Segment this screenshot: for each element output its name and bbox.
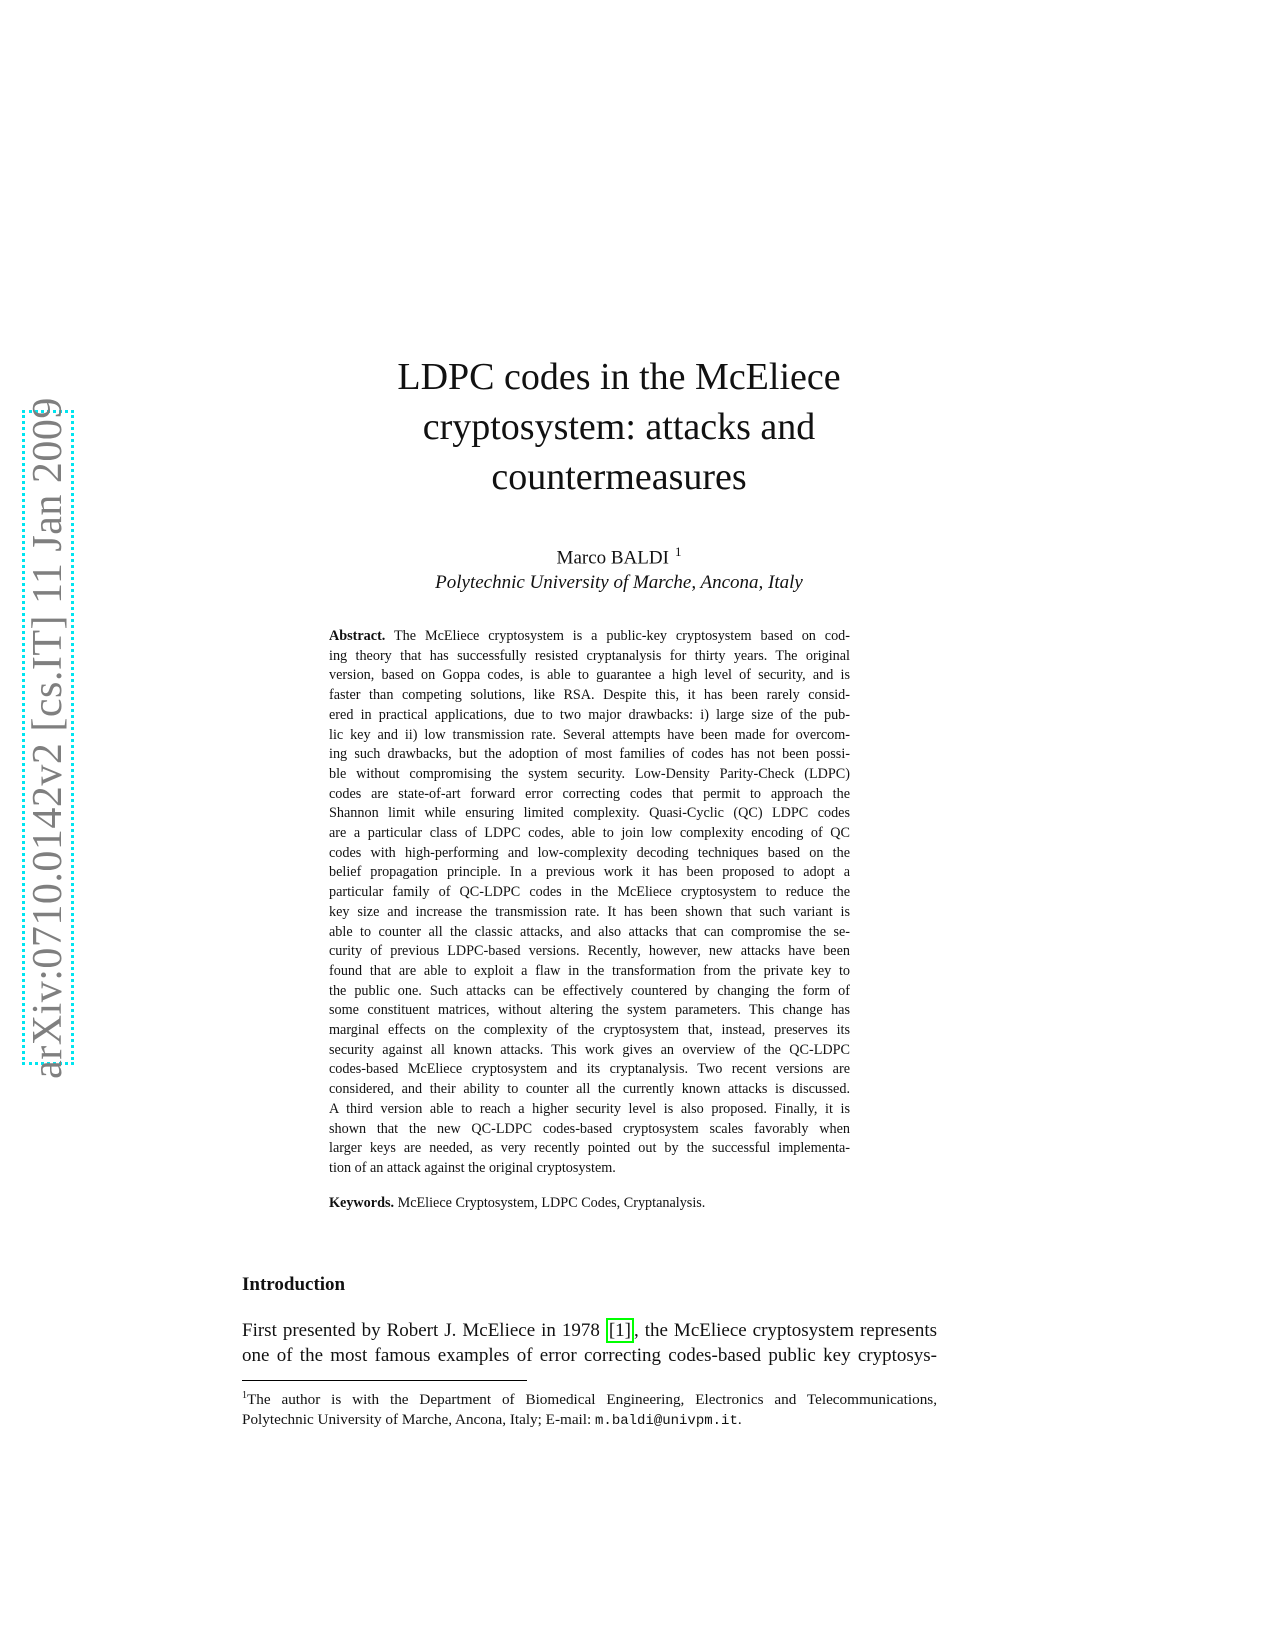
footnote-text: . xyxy=(737,1411,742,1429)
section-heading-introduction: Introduction xyxy=(242,1274,346,1295)
email-address[interactable]: m.baldi@univpm.it xyxy=(595,1413,738,1430)
abstract-line: version, based on Goppa codes, is able to guarantee a high level of security, and is xyxy=(329,667,850,684)
author-name: Marco BALDI xyxy=(556,547,669,569)
intro-text: First presented by Robert J. McEliece in 1978 xyxy=(242,1320,606,1341)
abstract-line: curity of previous LDPC-based versions. Recently, however, new attacks have been xyxy=(329,943,850,960)
arxiv-stamp xyxy=(22,396,74,1079)
abstract-line: the public one. Such attacks can be effectively countered by changing the form of xyxy=(329,982,850,999)
footnote-rule xyxy=(242,1380,527,1381)
abstract-line: Shannon limit while ensuring limited complexity. Quasi-Cyclic (QC) LDPC codes xyxy=(329,805,850,822)
abstract-line: shown that the new QC-LDPC codes-based cryptosystem scales favorably when xyxy=(329,1120,850,1137)
abstract xyxy=(329,627,850,1179)
abstract-line: security against all known attacks. This work gives an overview of the QC-LDPC xyxy=(329,1041,850,1058)
abstract-line: considered, and their ability to counter all the currently known attacks is discussed. xyxy=(329,1081,850,1098)
intro-text: , the McEliece cryptosystem represents xyxy=(634,1320,937,1341)
introduction-text xyxy=(242,1318,937,1368)
keywords-text: McEliece Cryptosystem, LDPC Codes, Cryptanalysis. xyxy=(397,1195,706,1211)
abstract-line: codes with high-performing and low-complexity decoding techniques based on the xyxy=(329,844,850,861)
intro-line xyxy=(242,1318,937,1343)
abstract-line: ing such drawbacks, but the adoption of most families of codes has not been possi- xyxy=(329,746,850,763)
abstract-line: tion of an attack against the original cryptosystem. xyxy=(329,1159,616,1176)
abstract-line: key size and increase the transmission rate. It has been shown that such variant is xyxy=(329,903,850,920)
title-line: cryptosystem: attacks and xyxy=(422,406,816,448)
footnote xyxy=(242,1386,937,1431)
author xyxy=(0,544,1238,569)
arxiv-stamp-text: arXiv:0710.0142v2 [cs.IT] 11 Jan 2009 xyxy=(25,396,71,1079)
abstract-line: A third version able to reach a higher security level is also proposed. Finally, it is xyxy=(329,1100,850,1117)
title-line: countermeasures xyxy=(491,456,747,498)
abstract-line: codes are state-of-art forward error correcting codes that permit to approach the xyxy=(329,785,850,802)
keywords xyxy=(329,1195,705,1212)
abstract-line: particular family of QC-LDPC codes in the McEliece cryptosystem to reduce the xyxy=(329,884,850,901)
abstract-label: Abstract. xyxy=(329,628,386,644)
abstract-line: faster than competing solutions, like RSA. Despite this, it has been rarely consid- xyxy=(329,687,850,704)
citation-link[interactable]: [1] xyxy=(606,1318,634,1343)
abstract-line: larger keys are needed, as very recently pointed out by the successful implementa- xyxy=(329,1140,850,1157)
footnote-mark: 1 xyxy=(242,1390,247,1401)
author-footnote-mark[interactable]: 1 xyxy=(674,544,682,559)
abstract-text: The McEliece cryptosystem is a public-key cryptosystem based on cod- xyxy=(394,628,850,644)
abstract-line: ble without compromising the system security. Low-Density Parity-Check (LDPC) xyxy=(329,765,850,782)
abstract-line: ered in practical applications, due to two major drawbacks: i) large size of the pub- xyxy=(329,706,850,723)
abstract-line: marginal effects on the complexity of the cryptosystem that, instead, preserves its xyxy=(329,1022,850,1039)
abstract-line: found that are able to exploit a flaw in the transformation from the private key to xyxy=(329,962,850,979)
paper-title xyxy=(0,352,1238,502)
abstract-line: able to counter all the classic attacks, and also attacks that can compromise the se- xyxy=(329,923,850,940)
abstract-line: are a particular class of LDPC codes, able to join low complexity encoding of QC xyxy=(329,825,850,842)
abstract-line xyxy=(329,627,850,647)
footnote-text: The author is with the Department of Biomedical Engineering, Electronics and Telecommunications, xyxy=(247,1391,937,1409)
footnote-line xyxy=(242,1386,937,1410)
abstract-line: some constituent matrices, without altering the system parameters. This change has xyxy=(329,1002,850,1019)
affiliation: Polytechnic University of Marche, Ancona, Italy xyxy=(435,572,803,593)
abstract-line: belief propagation principle. In a previous work it has been proposed to adopt a xyxy=(329,864,850,881)
abstract-line: ing theory that has successfully resisted cryptanalysis for thirty years. The original xyxy=(329,647,850,664)
title-line: LDPC codes in the McEliece xyxy=(397,356,841,398)
abstract-line: lic key and ii) low transmission rate. Several attempts have been made for overcom- xyxy=(329,726,850,743)
intro-line: one of the most famous examples of error correcting codes-based public key cryptosys- xyxy=(242,1345,937,1366)
footnote-text: Polytechnic University of Marche, Ancona, Italy; E-mail: xyxy=(242,1411,596,1429)
footnote-line xyxy=(242,1410,937,1431)
abstract-line: codes-based McEliece cryptosystem and its cryptanalysis. Two recent versions are xyxy=(329,1061,850,1078)
keywords-label: Keywords. xyxy=(329,1195,395,1211)
